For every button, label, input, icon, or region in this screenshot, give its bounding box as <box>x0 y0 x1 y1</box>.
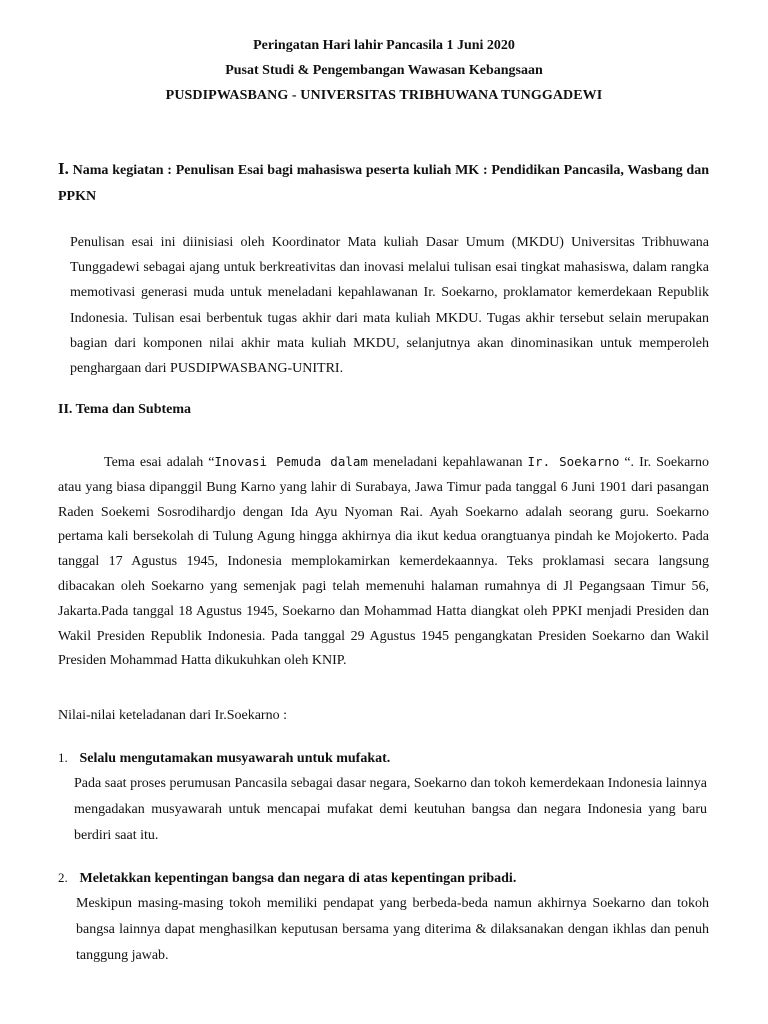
soekarno-biography: Ir. Soekarno atau yang biasa dipanggil Bung Karno yang lahir di Surabaya, Jawa Timur pada tanggal 6 Juni 1901 dari pasangan Raden Soekemi Sosrodihardjo dengan Ida Ayu Nyoman Rai. Ayah Soekarno adalah seorang guru. Soekarno pertama kali bersekolah di Tulung Agung hingga akhirnya dia ikut kedua orangtuanya pindah ke Mojokerto. Pada tanggal 17 Agustus 1945, Indonesia memplokamirkan kemerdekaannya. Teks proklamasi secara langsung dibacakan oleh Soekarno yang semenjak pagi telah memenuhi halaman rumahnya di Jl Pegangsaan Timur 56, Jakarta.Pada tanggal 18 Agustus 1945, Soekarno dan Mohammad Hatta diangkat oleh PPKI menjadi Presiden dan Wakil Presiden Republik Indonesia. Pada tanggal 29 Agustus 1945 pengangkatan Presiden Soekarno dan Wakil Presiden Mohammad Hatta dikukuhkan oleh KNIP. <box>58 455 709 669</box>
value-item-2-number: 2. <box>58 870 68 885</box>
values-intro: Nilai-nilai keteladanan dari Ir.Soekarno : <box>58 708 287 723</box>
value-item-1-body: Pada saat proses perumusan Pancasila sebagai dasar negara, Soekarno dan tokoh kemerdekaan Indonesia lainnya mengadakan musyawarah untuk mencapai mufakat demi keutuhan bangsa dan negara Indonesia yang baru berdiri saat itu. <box>74 776 707 843</box>
value-item-2-body: Meskipun masing-masing tokoh memiliki pendapat yang berbeda-beda namun akhirnya Soekarno dan tokoh bangsa lainnya dapat menghasilkan keputusan bersama yang diterima & dilaksanakan dengan ikhlas dan penuh tanggung jawab. <box>76 896 709 963</box>
value-item-1-heading: Selalu mengutamakan musyawarah untuk mufakat. <box>79 751 391 766</box>
header-institution: Pusat Studi & Pengembangan Wawasan Kebangsaan <box>225 63 543 78</box>
theme-close: “. <box>619 455 640 470</box>
theme-intro: Tema esai adalah “ <box>104 455 215 470</box>
theme-phrase-a: Inovasi Pemuda dalam <box>214 454 368 469</box>
section-1-paragraph: Penulisan esai ini diinisiasi oleh Koordinator Mata kuliah Dasar Umum (MKDU) Universitas Tribhuwana Tunggadewi sebagai ajang untuk berkreativitas dan inovasi melalui tulisan esai tingkat mahasiswa, dalam rangka memotivasi generasi muda untuk meneladani kepahlawanan Ir. Soekarno, proklamator kemerdekaan Republik Indonesia. Tulisan esai berbentuk tugas akhir dari mata kuliah MKDU. Tugas akhir tersebut selain merupakan bagian dari komponen nilai akhir mata kuliah MKDU, selanjutnya akan dinominasikan untuk memperoleh penghargaan dari PUSDIPWASBANG-UNITRI. <box>70 235 709 377</box>
section-1-heading <box>58 156 709 210</box>
value-item-1-number: 1. <box>58 750 68 765</box>
theme-phrase-c: Ir. Soekarno <box>527 454 620 469</box>
section-2-paragraph <box>58 450 709 674</box>
header-university: PUSDIPWASBANG - UNIVERSITAS TRIBHUWANA TUNGGADEWI <box>165 88 603 103</box>
header-event-title: Peringatan Hari lahir Pancasila 1 Juni 2020 <box>253 38 515 53</box>
section-1-title: Nama kegiatan : Penulisan Esai bagi mahasiswa peserta kuliah MK : Pendidikan Pancasila, Wasbang dan PPKN <box>58 163 710 204</box>
value-item-2-title <box>58 870 516 887</box>
section-2-heading: II. Tema dan Subtema <box>58 402 192 417</box>
theme-phrase-b: meneladani kepahlawanan <box>367 455 528 470</box>
value-item-1-title <box>58 750 390 767</box>
section-1-numeral: I. <box>58 159 69 178</box>
value-item-2-heading: Meletakkan kepentingan bangsa dan negara di atas kepentingan pribadi. <box>79 871 517 886</box>
